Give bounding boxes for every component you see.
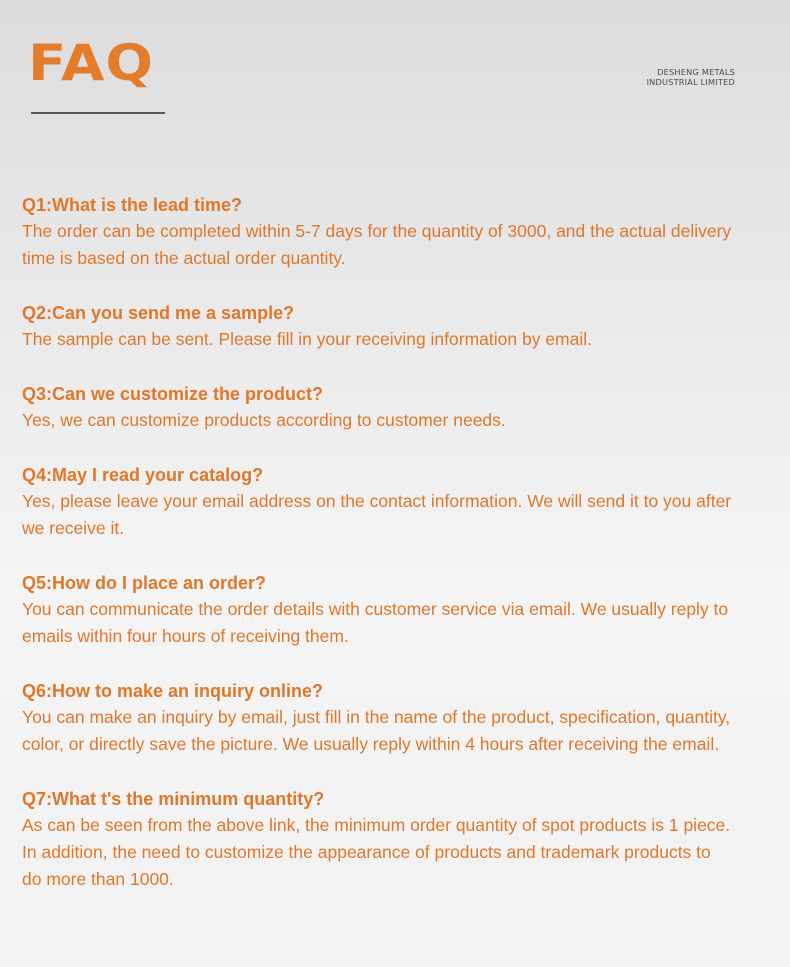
faq-question: Q2:Can you send me a sample?: [22, 303, 295, 323]
faq-logo: FAQ: [28, 34, 155, 92]
faq-question: Q4:May I read your catalog?: [22, 465, 264, 485]
faq-answer: You can make an inquiry by email, just fill in the name of the product, specification, quantity, color, or directly save the picture. We usually reply within 4 hours after receiving the email.: [22, 707, 731, 754]
company-name-line2: INDUSTRIAL LIMITED: [646, 77, 735, 87]
faq-answer: Yes, please leave your email address on the contact information. We will send it to you after we receive it.: [22, 491, 732, 538]
faq-item: [22, 462, 731, 542]
faq-answer: Yes, we can customize products according to customer needs.: [22, 410, 506, 430]
faq-answer: You can communicate the order details with customer service via email. We usually reply to emails within four hours of receiving them.: [22, 599, 729, 646]
faq-question: Q3:Can we customize the product?: [22, 384, 324, 404]
faq-question: Q5:How do I place an order?: [22, 573, 267, 593]
faq-question: Q1:What is the lead time?: [22, 195, 243, 215]
faq-item: [22, 381, 506, 434]
company-name-line1: DESHENG METALS: [657, 67, 735, 77]
faq-answer: The sample can be sent. Please fill in your receiving information by email.: [22, 329, 592, 349]
company-name: [647, 67, 735, 87]
faq-answer: The order can be completed within 5-7 days for the quantity of 3000, and the actual delivery time is based on the actual order quantity.: [22, 221, 732, 268]
faq-item: [22, 300, 592, 353]
faq-question: Q7:What t's the minimum quantity?: [22, 789, 325, 809]
faq-item: [22, 192, 731, 272]
faq-answer: As can be seen from the above link, the minimum order quantity of spot products is 1 piece. In addition, the need to customize the appearance of products and trademark products to do more than 1000.: [22, 815, 731, 889]
faq-item: [22, 678, 730, 758]
faq-item: [22, 570, 728, 650]
faq-item: [22, 786, 730, 893]
logo-divider: [31, 112, 165, 114]
faq-question: Q6:How to make an inquiry online?: [22, 681, 324, 701]
